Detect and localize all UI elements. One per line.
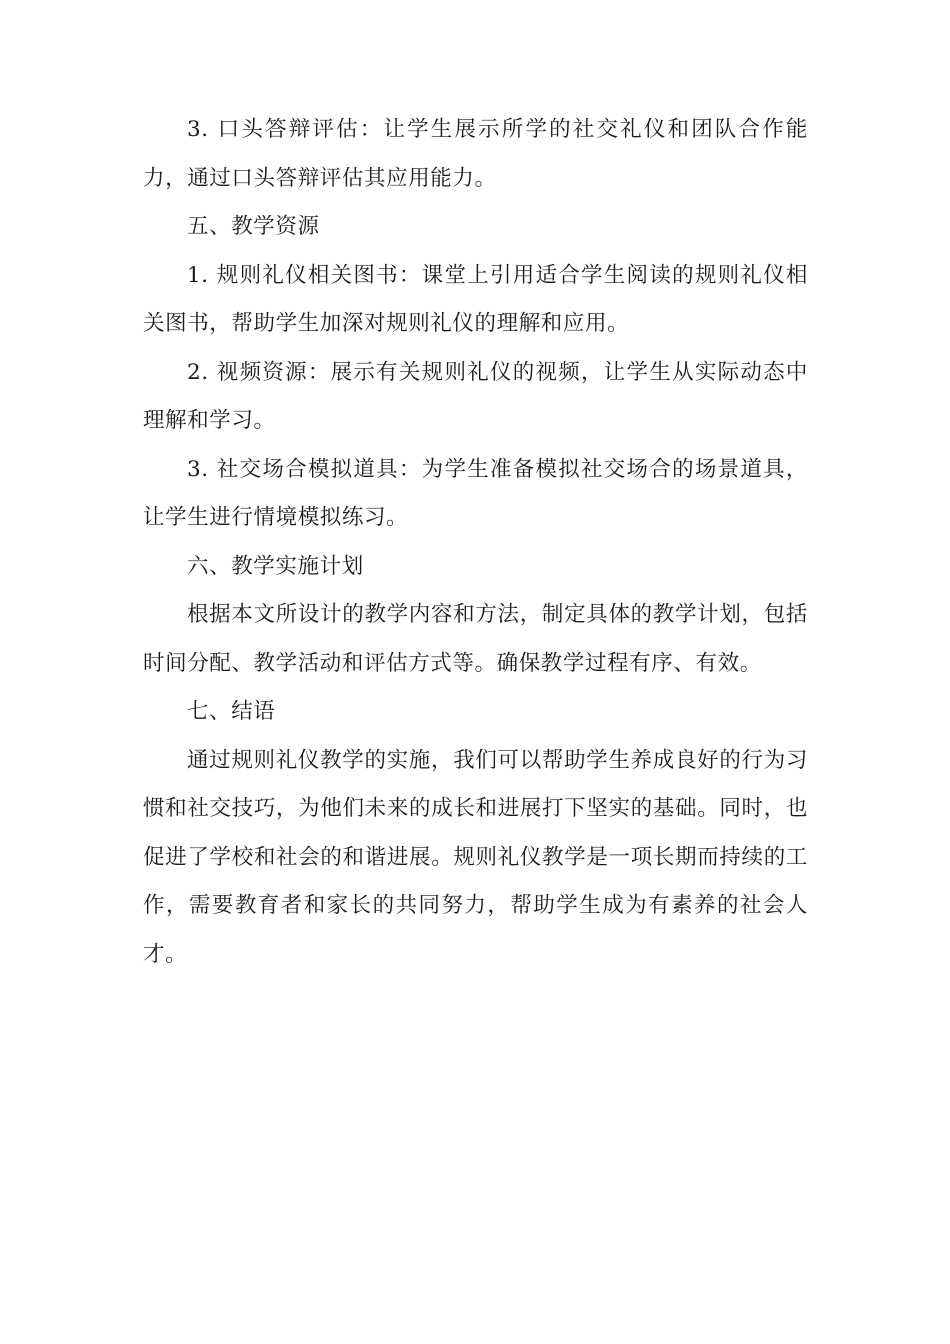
section-heading-teaching-resources: 五、教学资源 bbox=[187, 214, 320, 239]
paragraph-oral-defense-evaluation: 3. 口头答辩评估：让学生展示所学的社交礼仪和团队合作能力，通过口头答辩评估其应用能力。 bbox=[143, 117, 808, 191]
section-heading-conclusion: 七、结语 bbox=[187, 699, 276, 724]
document-body bbox=[143, 106, 808, 979]
paragraph-video-resources: 2. 视频资源：展示有关规则礼仪的视频，让学生从实际动态中理解和学习。 bbox=[143, 359, 808, 433]
section-heading-implementation-plan: 六、教学实施计划 bbox=[187, 553, 364, 579]
paragraph-implementation-plan: 根据本文所设计的教学内容和方法，制定具体的教学计划，包括时间分配、教学活动和评估方式等。确保教学过程有序、有效。 bbox=[143, 602, 808, 676]
paragraph-conclusion: 通过规则礼仪教学的实施，我们可以帮助学生养成良好的行为习惯和社交技巧，为他们未来的成长和进展打下坚实的基础。同时，也促进了学校和社会的和谐进展。规则礼仪教学是一项长期而持续的工作，需要教育者和家长的共同努力，帮助学生成为有素养的社会人才。 bbox=[143, 747, 808, 967]
paragraph-etiquette-books: 1. 规则礼仪相关图书：课堂上引用适合学生阅读的规则礼仪相关图书，帮助学生加深对规则礼仪的理解和应用。 bbox=[143, 262, 808, 336]
paragraph-simulation-props: 3. 社交场合模拟道具：为学生准备模拟社交场合的场景道具，让学生进行情境模拟练习。 bbox=[143, 456, 808, 530]
